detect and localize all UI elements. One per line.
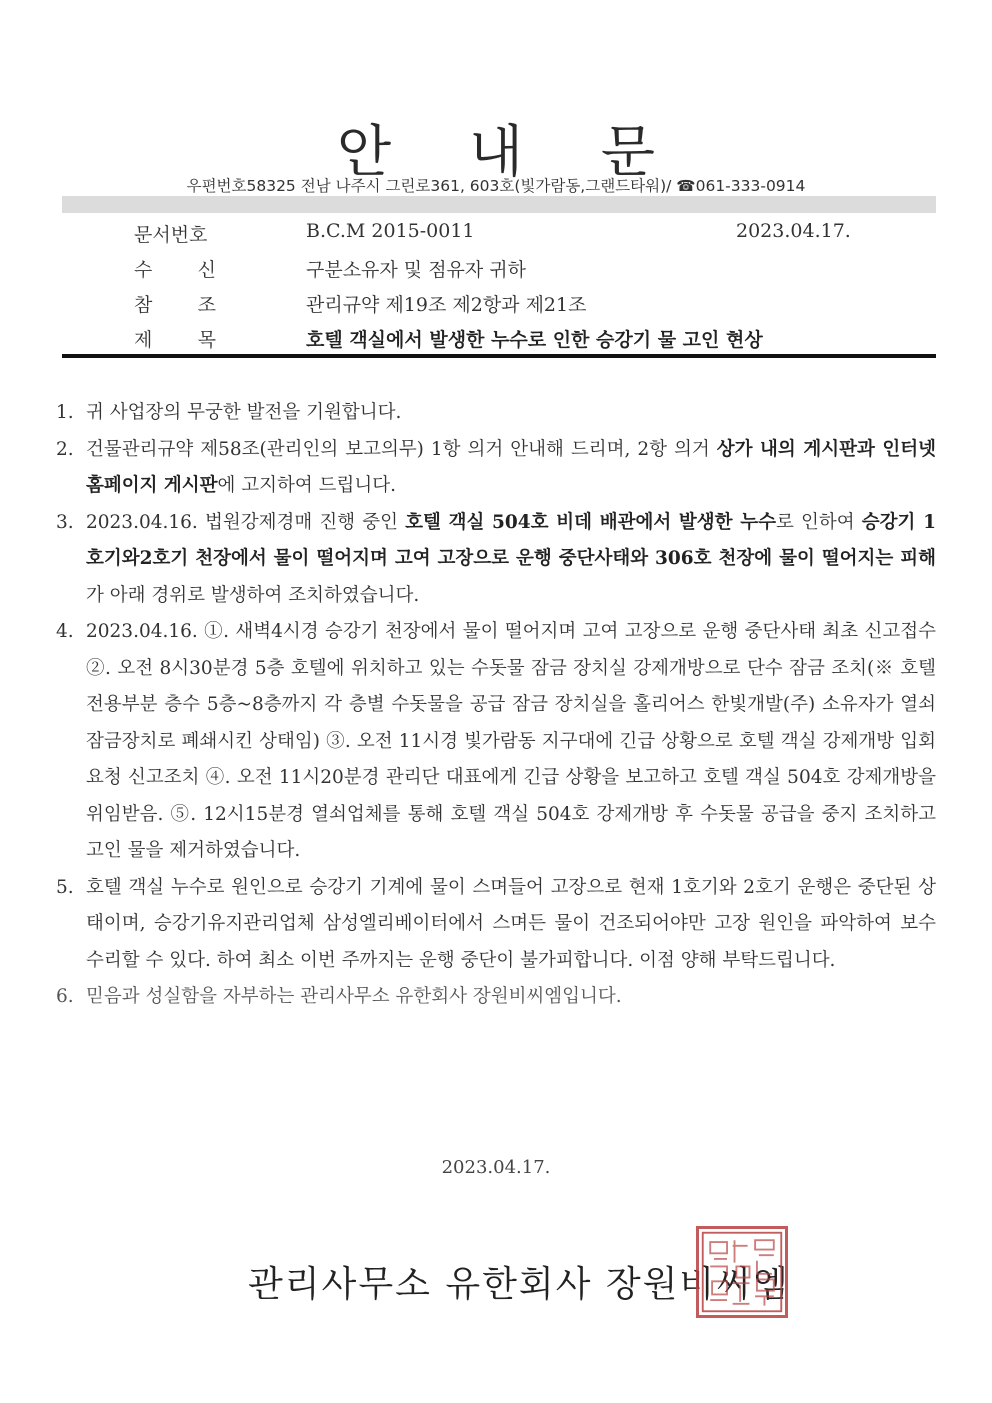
recipient-label: 수 신 bbox=[134, 259, 216, 281]
body-text: 귀 사업장의 무궁한 발전을 기원합니다. bbox=[86, 402, 402, 423]
body-text: 믿음과 성실함을 자부하는 관리사무소 유한회사 장원비씨엠입니다. bbox=[86, 986, 622, 1007]
notice-item-number: 4. bbox=[56, 621, 74, 642]
meta-row-recipient bbox=[0, 255, 992, 285]
body-text: 가 아래 경위로 발생하여 조치하였습니다. bbox=[86, 584, 420, 606]
notice-item-text bbox=[86, 979, 936, 1016]
notice-item bbox=[56, 505, 936, 615]
notice-item-text bbox=[86, 505, 936, 615]
company-seal-icon bbox=[696, 1226, 788, 1318]
notice-item-number: 6. bbox=[56, 986, 74, 1007]
notice-item-number: 3. bbox=[56, 511, 74, 533]
emphasis-text: 승강기 1호기와2호기 천장에서 물이 떨어지며 고여 고장으로 운행 중단사태와 306호 천장에 물이 떨어지는 피해 bbox=[86, 511, 936, 569]
notice-item-number: 1. bbox=[56, 402, 74, 423]
document-title: 안 내 문 bbox=[337, 120, 685, 185]
reference-value: 관리규약 제19조 제2항과 제21조 bbox=[306, 294, 587, 316]
doc-no-value: B.C.M 2015-0011 bbox=[306, 220, 475, 242]
signature-line: 관리사무소 유한회사 장원비씨엠 bbox=[248, 1264, 790, 1305]
meta-row-doc-no bbox=[0, 220, 992, 250]
subject-label: 제 목 bbox=[134, 329, 216, 351]
notice-item bbox=[56, 432, 936, 505]
body-text: 로 인하여 bbox=[775, 511, 862, 533]
reference-label: 참 조 bbox=[134, 294, 216, 316]
meta-row-subject bbox=[0, 325, 992, 355]
header-divider-bar bbox=[62, 196, 936, 213]
notice-item-text bbox=[86, 432, 936, 505]
notice-body bbox=[56, 395, 936, 1016]
emphasis-text: 호텔 객실 504호 비데 배관에서 발생한 누수 bbox=[405, 511, 776, 533]
sender-address: 우편번호58325 전남 나주시 그린로361, 603호(빛가람동,그랜드타워)/ ☎061-333-0914 bbox=[186, 177, 806, 195]
notice-item-number: 5. bbox=[56, 876, 74, 898]
notice-item-text bbox=[86, 870, 936, 980]
emphasis-text: 상가 내의 게시판과 인터넷 홈페이지 게시판 bbox=[86, 438, 936, 496]
body-text: 2023.04.16. 법원강제경매 진행 중인 bbox=[86, 511, 406, 533]
notice-item bbox=[56, 870, 936, 980]
notice-item bbox=[56, 614, 936, 870]
notice-item bbox=[56, 979, 936, 1016]
doc-no-label: 문서번호 bbox=[134, 224, 208, 246]
body-text: 호텔 객실 누수로 원인으로 승강기 기계에 물이 스며들어 고장으로 현재 1호기와 2호기 운행은 중단된 상태이며, 승강기유지관리업체 삼성엘리베이터에서 스며든 물이 건조되어야만 고장 원인을 파악하여 보수 수리할 수 있다. 하여 최소 이번 주까지는 운행 중단이 불가피합니다. 이점 양해 부탁드립니다. bbox=[86, 876, 936, 971]
notice-item-text bbox=[86, 395, 936, 432]
notice-item-text bbox=[86, 614, 936, 870]
meta-row-reference bbox=[0, 290, 992, 320]
body-text: 2023.04.16. ①. 새벽4시경 승강기 천장에서 물이 떨어지며 고여 고장으로 운행 중단사태 최초 신고접수 ②. 오전 8시30분경 5층 호텔에 위치하고 있는 수돗물 잠금 장치실 강제개방으로 단수 잠금 조치(※ 호텔 전용부분 층수 5층~8층까지 각 층별 수돗물을 공급 잠금 장치실을 홀리어스 한빛개발(주) 소유자가 열쇠 잠금장치로 폐쇄시킨 상태임) ③. 오전 11시경 빛가람동 지구대에 긴급 상황으로 호텔 객실 강제개방 입회 요청 신고조치 ④. 오전 11시20분경 관리단 대표에게 긴급 상황을 보고하고 호텔 객실 504호 강제개방을 위임받음. ⑤. 12시15분경 열쇠업체를 통해 호텔 객실 504호 강제개방 후 수돗물 공급을 중지 조치하고 고인 물을 제거하였습니다. bbox=[86, 621, 936, 861]
body-text: 건물관리규약 제58조(관리인의 보고의무) 1항 의거 안내해 드리며, 2항 의거 bbox=[86, 438, 717, 460]
doc-date: 2023.04.17. bbox=[736, 220, 851, 242]
header-rule bbox=[62, 354, 936, 358]
notice-item-number: 2. bbox=[56, 438, 74, 460]
body-text: 에 고지하여 드립니다. bbox=[217, 475, 397, 496]
subject-value: 호텔 객실에서 발생한 누수로 인한 승강기 물 고인 현상 bbox=[306, 329, 763, 351]
footer-date: 2023.04.17. bbox=[441, 1157, 551, 1178]
notice-item bbox=[56, 395, 936, 432]
recipient-value: 구분소유자 및 점유자 귀하 bbox=[306, 259, 527, 281]
